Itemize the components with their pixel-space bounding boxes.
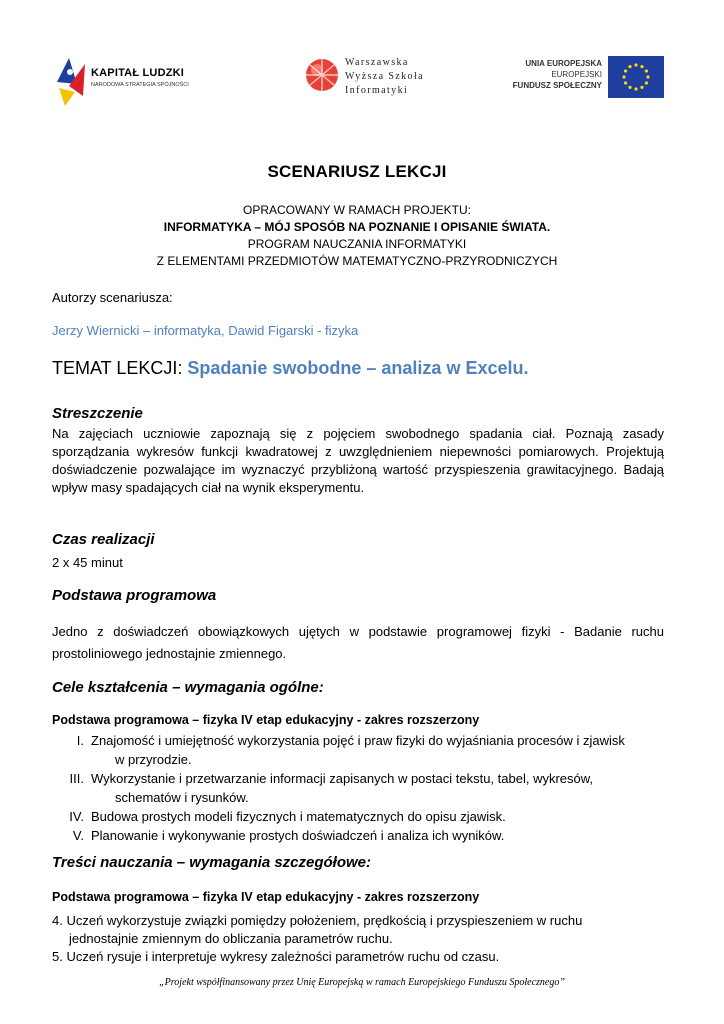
list-item-number: I.	[76, 733, 84, 748]
list-item	[52, 769, 664, 807]
list-item	[52, 731, 664, 769]
time-heading: Czas realizacji	[52, 531, 155, 548]
content-heading: Treści nauczania – wymagania szczegółowe:	[52, 854, 372, 871]
base-text: Jedno z doświadczeń obowiązkowych ujętych w podstawie programowej fizyki - Badanie ruchu prostoliniowego jednostajnie zmiennego.	[52, 624, 664, 661]
list-item	[52, 948, 664, 966]
eu-line-2: EUROPEJSKI	[551, 70, 602, 79]
summary-heading: Streszczenie	[52, 405, 143, 422]
footer-note: „Projekt współfinansowany przez Unię Europejską w ramach Europejskiego Funduszu Społecznego”	[159, 977, 565, 988]
wwsi-line-1: Warszawska	[345, 57, 409, 68]
list-item-line-2: jednostajnie zmiennym do obliczania parametrów ruchu.	[69, 931, 393, 946]
subtitle-3: PROGRAM NAUCZANIA INFORMATYKI	[247, 237, 467, 251]
eu-text	[513, 58, 602, 91]
kapital-ludzki-subtitle: NARODOWA STRATEGIA SPÓJNOŚCI	[91, 82, 189, 88]
kapital-ludzki-icon	[55, 52, 89, 108]
list-item-line-1: Znajomość i umiejętność wykorzystania pojęć i praw fizyki do wyjaśniania procesów i zjawisk	[91, 733, 625, 748]
wwsi-name	[345, 56, 424, 98]
list-item-line-1: Planowanie i wykonywanie prostych doświadczeń i analiza ich wyników.	[91, 828, 505, 843]
goals-heading: Cele kształcenia – wymagania ogólne:	[52, 679, 324, 696]
list-item-line-1: 4. Uczeń wykorzystuje związki pomiędzy położeniem, prędkością i przyspieszeniem w ruchu	[52, 913, 583, 928]
list-item-text	[91, 769, 664, 807]
subtitle-4: Z ELEMENTAMI PRZEDMIOTÓW MATEMATYCZNO-PRZYRODNICZYCH	[156, 254, 558, 268]
topic-label: TEMAT LEKCJI:	[52, 358, 188, 378]
eu-flag-icon	[608, 56, 664, 98]
wwsi-sphere-icon	[305, 58, 339, 92]
topic-value: Spadanie swobodne – analiza w Excelu.	[187, 358, 529, 378]
wwsi-line-3: Informatyki	[345, 85, 409, 96]
wwsi-line-2: Wyższa Szkoła	[345, 71, 424, 82]
subtitle-1: OPRACOWANY W RAMACH PROJEKTU:	[242, 203, 472, 217]
lesson-topic	[52, 358, 664, 379]
base-heading: Podstawa programowa	[52, 587, 217, 604]
content-list	[52, 912, 664, 966]
kapital-ludzki-title: KAPITAŁ LUDZKI	[91, 67, 185, 79]
eu-line-1: UNIA EUROPEJSKA	[525, 59, 602, 68]
list-item-number: III.	[69, 771, 84, 786]
list-item-text	[91, 731, 664, 769]
list-item-line-2: w przyrodzie.	[115, 752, 192, 767]
list-item-line-1: 5. Uczeń rysuje i interpretuje wykresy zależności parametrów ruchu od czasu.	[52, 949, 500, 964]
list-item-number: V.	[72, 828, 84, 843]
page-title: SCENARIUSZ LEKCJI	[267, 162, 447, 181]
list-item	[52, 912, 664, 948]
authors-label: Autorzy scenariusza:	[52, 290, 173, 305]
kapital-ludzki-logo	[55, 50, 205, 110]
list-item-line-2: schematów i rysunków.	[115, 790, 249, 805]
list-item-line-1: Budowa prostych modeli fizycznych i matematycznych do opisu zjawisk.	[91, 809, 506, 824]
content-subheading: Podstawa programowa – fizyka IV etap edukacyjny - zakres rozszerzony	[52, 890, 480, 904]
summary-text: Na zajęciach uczniowie zapoznają się z pojęciem swobodnego spadania ciał. Poznają zasady sporządzania wykresów funkcji kwadratowej z uwzględnieniem niepewności pomiarowych. Projektują doświadczenie pozwalające im wyznaczyć przybliżoną wartość przyspieszenia grawitacyjnego. Badają wpływ masy spadających ciał na wynik eksperymentu.	[52, 426, 664, 495]
subtitle-2: INFORMATYKA – MÓJ SPOSÓB NA POZNANIE I OPISANIE ŚWIATA.	[163, 220, 551, 234]
goals-list	[52, 731, 664, 845]
goals-subheading: Podstawa programowa – fizyka IV etap edukacyjny - zakres rozszerzony	[52, 713, 480, 727]
list-item-number: IV.	[69, 809, 84, 824]
header-logos	[0, 40, 724, 115]
list-item	[52, 826, 664, 845]
authors: Jerzy Wiernicki – informatyka, Dawid Figarski - fizyka	[52, 323, 359, 338]
wwsi-logo	[305, 52, 445, 102]
list-item	[52, 807, 664, 826]
eu-logo	[502, 56, 672, 102]
list-item-line-1: Wykorzystanie i przetwarzanie informacji zapisanych w postaci tekstu, tabel, wykresów,	[91, 771, 594, 786]
eu-stars-icon	[608, 56, 664, 98]
eu-line-3: FUNDUSZ SPOŁECZNY	[512, 81, 602, 90]
time-text: 2 x 45 minut	[52, 555, 123, 570]
